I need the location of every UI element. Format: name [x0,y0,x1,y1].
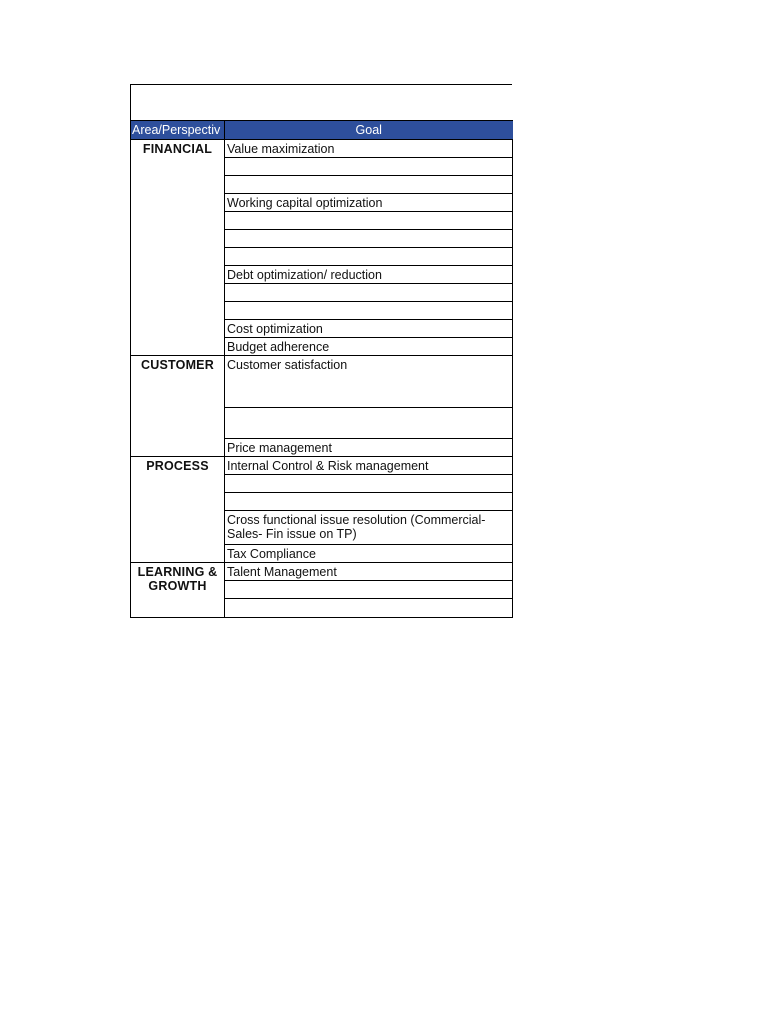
table-row [131,356,513,408]
goal-cell[interactable] [225,475,513,493]
goal-cell[interactable] [225,408,513,439]
goal-cell[interactable]: Value maximization [225,140,513,158]
category-customer[interactable]: CUSTOMER [131,356,225,457]
goal-cell[interactable]: Internal Control & Risk management [225,457,513,475]
goal-cell[interactable]: Cross functional issue resolution (Commercial- Sales- Fin issue on TP) [225,511,513,545]
goal-cell[interactable] [225,284,513,302]
goal-cell[interactable] [225,302,513,320]
goal-cell[interactable]: Cost optimization [225,320,513,338]
goals-table [130,120,513,618]
goal-cell[interactable] [225,176,513,194]
goal-cell[interactable]: Price management [225,439,513,457]
header-goal[interactable]: Goal [225,121,513,140]
category-process[interactable]: PROCESS [131,457,225,563]
goal-cell[interactable] [225,599,513,618]
goal-cell[interactable]: Customer satisfaction [225,356,513,408]
goal-cell[interactable]: Tax Compliance [225,545,513,563]
table-row [131,457,513,475]
category-financial[interactable]: FINANCIAL [131,140,225,356]
table-row [131,140,513,158]
goal-cell[interactable] [225,248,513,266]
goal-cell[interactable] [225,158,513,176]
goal-cell[interactable]: Budget adherence [225,338,513,356]
goal-cell[interactable]: Debt optimization/ reduction [225,266,513,284]
goal-cell[interactable] [225,581,513,599]
goal-cell[interactable] [225,230,513,248]
table-row [131,563,513,581]
balanced-scorecard-sheet [130,84,512,618]
goal-cell[interactable] [225,493,513,511]
goal-cell[interactable]: Talent Management [225,563,513,581]
header-area-perspective[interactable]: Area/Perspectiv [131,121,225,140]
header-row [131,121,513,140]
category-learning-growth[interactable]: LEARNING & GROWTH [131,563,225,618]
sheet-title-row [130,84,512,120]
goal-cell[interactable] [225,212,513,230]
goal-cell[interactable]: Working capital optimization [225,194,513,212]
